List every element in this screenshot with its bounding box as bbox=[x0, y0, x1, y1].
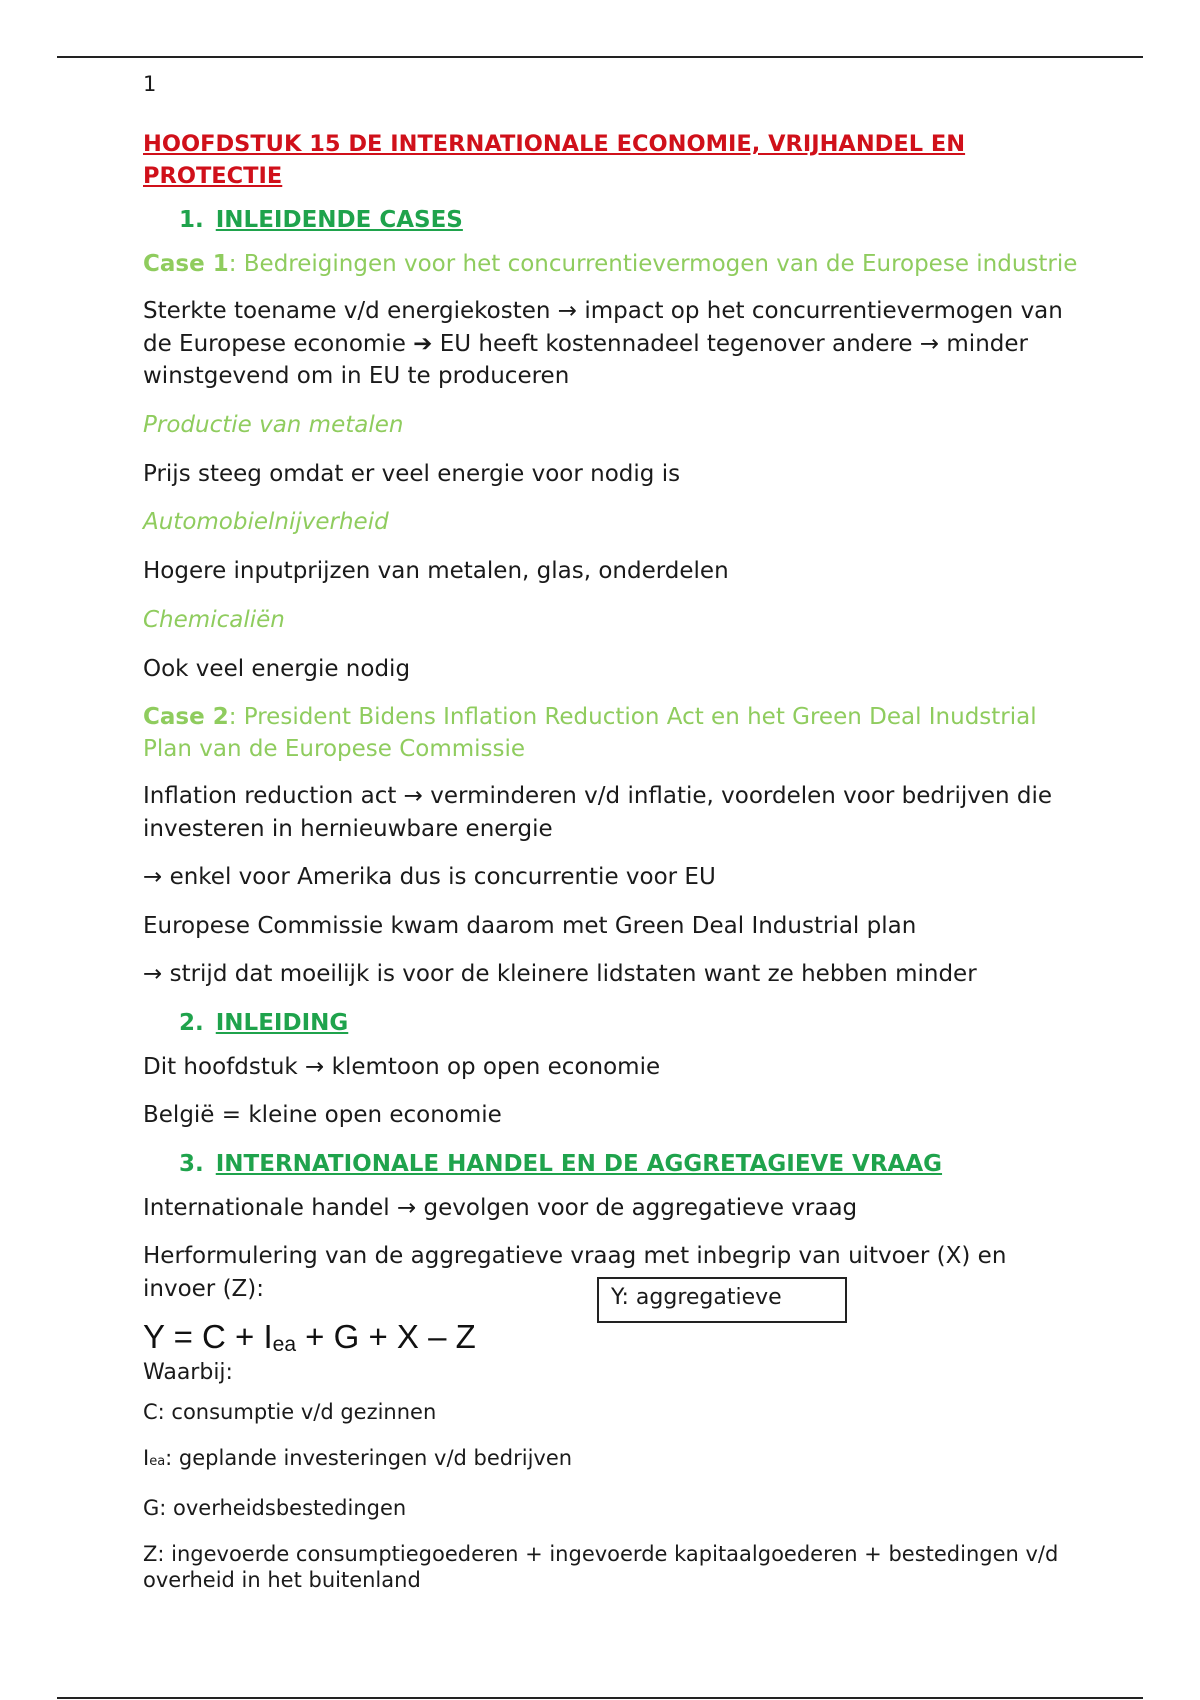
subheading-metalen: Productie van metalen bbox=[143, 411, 404, 438]
document-page bbox=[143, 70, 1083, 1613]
annotation-box: Y: aggregatieve bbox=[597, 1277, 847, 1323]
section-heading-1 bbox=[179, 204, 1083, 236]
definition-text: : geplande investeringen v/d bedrijven bbox=[165, 1446, 573, 1470]
definition-i bbox=[143, 1445, 1083, 1475]
section-title: INLEIDING bbox=[215, 1009, 349, 1036]
definition-c: C: consumptie v/d gezinnen bbox=[143, 1400, 437, 1424]
handel-paragraph-1: Internationale handel → gevolgen voor de aggregatieve vraag bbox=[143, 1194, 858, 1221]
section-title: INTERNATIONALE HANDEL EN DE AGGRETAGIEVE VRAAG bbox=[215, 1150, 943, 1177]
case-1-intro: Sterkte toename v/d energiekosten → impact op het concurrentievermogen van de Europese economie ➔ EU heeft kostennadeel tegenover andere → minder winstgevend om in EU te produceren bbox=[143, 298, 1063, 389]
definition-symbol: I bbox=[143, 1446, 150, 1470]
section-title: INLEIDENDE CASES bbox=[215, 207, 463, 233]
case-title-text: : President Bidens Inflation Reduction Act en het Green Deal Inudstrial Plan van de Europese Commissie bbox=[143, 704, 1037, 762]
formula-subscript: ea bbox=[272, 1333, 296, 1356]
inleiding-paragraph-1: Dit hoofdstuk → klemtoon op open economie bbox=[143, 1053, 661, 1080]
page-number: 1 bbox=[143, 72, 157, 96]
subheading-automobiel: Automobielnijverheid bbox=[143, 509, 389, 535]
definition-subscript: ea bbox=[149, 1454, 166, 1469]
footer-rule bbox=[57, 1697, 1143, 1699]
case-2-paragraph-1: Inflation reduction act → verminderen v/d inflatie, voordelen voor bedrijven die investeren in hernieuwbare energie bbox=[143, 783, 1053, 842]
paragraph-automobiel: Hogere inputprijzen van metalen, glas, onderdelen bbox=[143, 558, 729, 584]
case-2-title bbox=[143, 701, 1083, 765]
subheading-chemicalien: Chemicaliën bbox=[143, 606, 285, 633]
chapter-title: HOOFDSTUK 15 DE INTERNATIONALE ECONOMIE, VRIJHANDEL EN PROTECTIE bbox=[143, 131, 966, 189]
case-label: Case 1 bbox=[143, 251, 229, 277]
formula-left: Y = C + I bbox=[143, 1318, 273, 1355]
handel-paragraph-2: Herformulering van de aggregatieve vraag met inbegrip van uitvoer (X) en invoer (Z): bbox=[143, 1243, 1007, 1302]
case-1-title bbox=[143, 248, 1083, 280]
case-2-paragraph-4: → strijd dat moeilijk is voor de kleinere lidstaten want ze hebben minder bbox=[143, 961, 977, 987]
section-number: 1. bbox=[179, 207, 204, 233]
section-heading-3 bbox=[179, 1148, 1083, 1180]
case-label: Case 2 bbox=[143, 704, 229, 730]
formula-right: + G + X – Z bbox=[296, 1318, 476, 1355]
section-heading-2 bbox=[179, 1007, 1083, 1039]
formula-row bbox=[143, 1285, 1083, 1359]
section-number: 3. bbox=[179, 1150, 204, 1177]
aggregate-demand-formula bbox=[143, 1317, 476, 1365]
definition-z: Z: ingevoerde consumptiegoederen + ingevoerde kapitaalgoederen + bestedingen v/d overheid in het buitenland bbox=[143, 1542, 1059, 1592]
definition-g: G: overheidsbestedingen bbox=[143, 1496, 407, 1520]
inleiding-paragraph-2: België = kleine open economie bbox=[143, 1102, 502, 1128]
case-title-text: : Bedreigingen voor het concurrentievermogen van de Europese industrie bbox=[228, 251, 1078, 277]
paragraph-chemicalien: Ook veel energie nodig bbox=[143, 655, 411, 682]
waarbij-label: Waarbij: bbox=[143, 1360, 233, 1385]
case-2-paragraph-2: → enkel voor Amerika dus is concurrentie voor EU bbox=[143, 864, 716, 890]
case-2-paragraph-3: Europese Commissie kwam daarom met Green Deal Industrial plan bbox=[143, 912, 917, 939]
paragraph-metalen: Prijs steeg omdat er veel energie voor nodig is bbox=[143, 460, 681, 487]
section-number: 2. bbox=[179, 1009, 204, 1036]
header-rule bbox=[57, 56, 1143, 58]
